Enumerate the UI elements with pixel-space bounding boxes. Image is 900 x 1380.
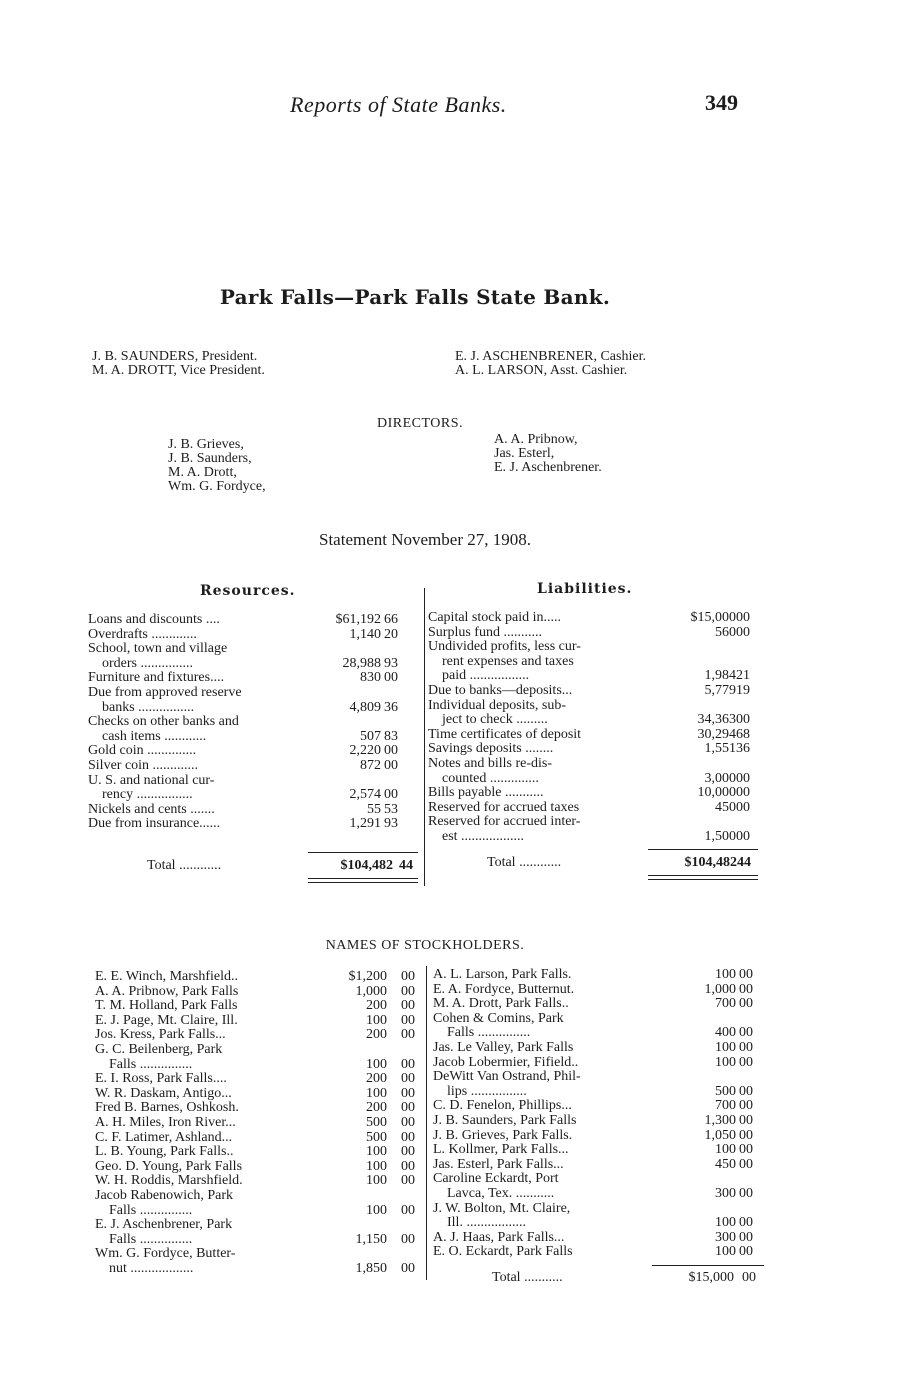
ledger-row — [428, 728, 758, 743]
row-cents: 00 — [739, 981, 753, 997]
row-cents: 00 — [401, 969, 415, 984]
row-dollars: 450 — [715, 799, 736, 815]
row-dollars: 100 — [366, 1173, 387, 1189]
row-cents: 00 — [739, 1098, 753, 1114]
total-label: Total ............ — [487, 855, 562, 870]
ledger-row — [433, 1231, 763, 1246]
ledger-row — [88, 730, 423, 745]
ledger-row — [433, 1129, 763, 1144]
ledger-row — [428, 830, 758, 845]
directors-right — [494, 433, 602, 475]
row-label: W. H. Roddis, Marshfield. — [95, 1173, 243, 1189]
ledger-row — [95, 1160, 425, 1175]
officer-line: J. B. SAUNDERS, President. — [92, 349, 258, 364]
row-cents: 00 — [739, 1039, 753, 1055]
row-dollars: 872 — [360, 757, 381, 773]
row-label: Jas. Esterl, Park Falls... — [433, 1156, 564, 1172]
ledger-row — [433, 1070, 763, 1085]
row-cents: 00 — [736, 624, 750, 640]
total-dollars: $104,482 — [340, 858, 393, 873]
ledger-row — [95, 1145, 425, 1160]
ledger-row — [88, 817, 423, 832]
row-label: Individual deposits, sub- — [428, 697, 567, 713]
double-rule — [648, 875, 758, 880]
ledger-row — [428, 772, 758, 787]
row-cents: 00 — [384, 743, 398, 759]
ledger-row — [433, 1158, 763, 1173]
total-dollars: $104,482 — [684, 855, 737, 870]
row-dollars: 34,363 — [697, 712, 736, 728]
ledger-row — [428, 669, 758, 684]
ledger-row — [433, 1056, 763, 1071]
director-name: Jas. Esterl, — [494, 446, 555, 461]
row-cents: 00 — [739, 1142, 753, 1158]
row-cents: 00 — [739, 1112, 753, 1128]
row-dollars: $15,000 — [690, 610, 736, 625]
row-label: Capital stock paid in..... — [428, 610, 561, 625]
row-cents: 00 — [736, 799, 750, 815]
ledger-row — [88, 701, 423, 716]
row-dollars: 28,988 — [342, 655, 381, 671]
row-label: E. J. Page, Mt. Claire, Ill. — [95, 1012, 238, 1028]
row-label: T. M. Holland, Park Falls — [95, 998, 238, 1014]
ledger-row — [95, 1233, 425, 1248]
row-label: M. A. Drott, Park Falls.. — [433, 996, 569, 1012]
row-dollars: 1,291 — [349, 816, 381, 832]
row-label: Jos. Kress, Park Falls... — [95, 1027, 226, 1043]
row-dollars: 100 — [366, 1202, 387, 1218]
row-label: Due to banks—deposits... — [428, 682, 573, 698]
officers-left — [92, 350, 265, 378]
ledger-row — [433, 1187, 763, 1202]
director-name: A. A. Pribnow, — [494, 432, 578, 447]
row-label: C. F. Latimer, Ashland... — [95, 1129, 233, 1145]
running-head: Reports of State Banks. — [290, 92, 507, 117]
row-dollars: 1,850 — [355, 1260, 387, 1276]
row-cents: 19 — [736, 682, 750, 698]
row-dollars: 1,551 — [704, 741, 736, 757]
row-dollars: 2,574 — [349, 787, 381, 803]
row-cents: 00 — [739, 1244, 753, 1260]
row-cents: 00 — [401, 1085, 415, 1101]
row-cents: 00 — [401, 1231, 415, 1247]
row-label: Falls ............... — [109, 1056, 193, 1072]
bank-title: Park Falls—Park Falls State Bank. — [219, 285, 611, 309]
ledger-row — [95, 985, 425, 1000]
ledger-row — [433, 1012, 763, 1027]
row-cents: 00 — [401, 1202, 415, 1218]
total-label: Total ........... — [492, 1270, 563, 1285]
row-dollars: 830 — [360, 670, 381, 686]
statement-heading: Statement November 27, 1908. — [319, 530, 531, 549]
officers-right — [455, 350, 646, 378]
row-dollars: 560 — [715, 624, 736, 640]
row-label: Jas. Le Valley, Park Falls — [433, 1039, 574, 1055]
row-cents: 53 — [384, 801, 398, 817]
row-cents: 00 — [739, 1185, 753, 1201]
row-dollars: 400 — [715, 1025, 736, 1041]
row-dollars: 2,220 — [349, 743, 381, 759]
row-label: School, town and village — [88, 641, 228, 657]
row-label: paid ................. — [442, 668, 530, 684]
column-divider — [426, 966, 427, 1280]
row-dollars: 100 — [715, 967, 736, 982]
ledger-row — [433, 983, 763, 998]
rule — [652, 1265, 764, 1266]
double-rule — [308, 878, 418, 883]
row-cents: 00 — [401, 1027, 415, 1043]
row-dollars: 700 — [715, 996, 736, 1012]
row-dollars: 300 — [715, 1185, 736, 1201]
ledger-row — [88, 774, 423, 789]
ledger-row — [88, 613, 423, 628]
ledger-row — [95, 1218, 425, 1233]
ledger-row — [95, 970, 425, 985]
row-cents: 00 — [401, 1114, 415, 1130]
row-label: Cohen & Comins, Park — [433, 1010, 564, 1026]
row-dollars: 500 — [366, 1129, 387, 1145]
ledger-row — [88, 628, 423, 643]
row-cents: 00 — [401, 1144, 415, 1160]
row-cents: 00 — [401, 1173, 415, 1189]
row-label: J. W. Bolton, Mt. Claire, — [433, 1200, 571, 1216]
row-dollars: 10,000 — [697, 785, 736, 801]
row-dollars: 100 — [366, 1158, 387, 1174]
row-cents: 00 — [736, 770, 750, 786]
ledger-row — [95, 1043, 425, 1058]
page-number: 349 — [705, 90, 738, 115]
row-label: Caroline Eckardt, Port — [433, 1171, 559, 1187]
row-dollars: 100 — [366, 1056, 387, 1072]
row-label: E. I. Ross, Park Falls.... — [95, 1071, 227, 1087]
row-cents: 00 — [401, 1260, 415, 1276]
ledger-row — [95, 999, 425, 1014]
resources-heading: Resources. — [200, 583, 296, 599]
ledger-row — [428, 757, 758, 772]
row-cents: 00 — [401, 1158, 415, 1174]
row-dollars: 300 — [715, 1229, 736, 1245]
ledger-row — [95, 1204, 425, 1219]
ledger-row — [433, 1202, 763, 1217]
ledger-row — [95, 1014, 425, 1029]
row-cents: 93 — [384, 816, 398, 832]
row-label: nut .................. — [109, 1260, 194, 1276]
rule — [308, 852, 418, 853]
row-cents: 00 — [401, 1056, 415, 1072]
row-label: orders ............... — [102, 655, 193, 671]
ledger-row — [88, 744, 423, 759]
ledger-row — [88, 788, 423, 803]
row-label: J. B. Saunders, Park Falls — [433, 1112, 577, 1128]
ledger-row — [428, 801, 758, 816]
officer-line: E. J. ASCHENBRENER, Cashier. — [455, 349, 646, 364]
row-label: Jacob Rabenowich, Park — [95, 1187, 234, 1203]
row-label: Time certificates of deposit — [428, 726, 582, 742]
row-label: Wm. G. Fordyce, Butter- — [95, 1246, 236, 1262]
row-dollars: 5,779 — [704, 682, 736, 698]
row-cents: 00 — [384, 757, 398, 773]
director-name: E. J. Aschenbrener. — [494, 460, 602, 475]
row-label: Ill. ................. — [447, 1215, 526, 1231]
row-dollars: 100 — [715, 1039, 736, 1055]
row-cents: 00 — [739, 996, 753, 1012]
row-dollars: 100 — [715, 1244, 736, 1260]
row-label: Furniture and fixtures.... — [88, 670, 225, 686]
row-label: Checks on other banks and — [88, 714, 239, 730]
ledger-row — [95, 1247, 425, 1262]
director-name: J. B. Grieves, — [168, 437, 244, 452]
row-label: E. E. Winch, Marshfield.. — [95, 969, 239, 984]
row-label: rent expenses and taxes — [442, 653, 574, 669]
row-dollars: 200 — [366, 1027, 387, 1043]
row-dollars: 1,300 — [704, 1112, 736, 1128]
row-label: G. C. Beilenberg, Park — [95, 1041, 223, 1057]
row-dollars: 30,294 — [697, 726, 736, 742]
row-dollars: 1,984 — [704, 668, 736, 684]
ledger-row — [428, 611, 758, 626]
ledger-row — [433, 1143, 763, 1158]
row-label: A. H. Miles, Iron River... — [95, 1114, 236, 1130]
ledger-row — [428, 684, 758, 699]
row-label: L. B. Young, Park Falls.. — [95, 1144, 234, 1160]
ledger-row — [95, 1028, 425, 1043]
ledger-row — [433, 1041, 763, 1056]
row-dollars: $61,192 — [335, 612, 381, 627]
row-cents: 36 — [736, 741, 750, 757]
ledger-row — [88, 642, 423, 657]
row-label: DeWitt Van Ostrand, Phil- — [433, 1069, 581, 1085]
total-label: Total ............ — [147, 858, 222, 873]
row-cents: 00 — [739, 1127, 753, 1143]
row-cents: 00 — [739, 1215, 753, 1231]
row-label: counted .............. — [442, 770, 539, 786]
row-cents: 00 — [401, 1012, 415, 1028]
ledger-row — [428, 713, 758, 728]
ledger-row — [95, 1174, 425, 1189]
ledger-row — [433, 968, 763, 983]
ledger-row — [433, 1114, 763, 1129]
row-cents: 00 — [401, 983, 415, 999]
stockholders-left — [95, 970, 425, 1276]
row-cents: 00 — [739, 1025, 753, 1041]
row-dollars: 200 — [366, 1071, 387, 1087]
ledger-row — [428, 815, 758, 830]
total-cents: 44 — [399, 858, 413, 873]
row-dollars: 500 — [366, 1114, 387, 1130]
officer-line: M. A. DROTT, Vice President. — [92, 363, 265, 378]
row-dollars: 100 — [366, 1085, 387, 1101]
stockholders-heading: NAMES OF STOCKHOLDERS. — [325, 938, 525, 953]
row-label: Falls ............... — [109, 1202, 193, 1218]
ledger-row — [428, 742, 758, 757]
row-label: Savings deposits ........ — [428, 741, 554, 757]
row-cents: 20 — [384, 626, 398, 642]
row-label: Undivided profits, less cur- — [428, 639, 581, 655]
ledger-row — [88, 715, 423, 730]
row-label: Due from insurance...... — [88, 816, 221, 832]
row-dollars: 100 — [366, 1012, 387, 1028]
ledger-row — [95, 1189, 425, 1204]
total-dollars: $15,000 — [688, 1270, 734, 1285]
row-label: U. S. and national cur- — [88, 772, 215, 788]
row-label: Overdrafts ............. — [88, 626, 197, 642]
row-label: L. Kollmer, Park Falls... — [433, 1142, 569, 1158]
officer-line: A. L. LARSON, Asst. Cashier. — [455, 363, 628, 378]
liabilities-ledger — [428, 611, 758, 845]
row-label: Falls ............... — [109, 1231, 193, 1247]
total-cents: 00 — [742, 1270, 756, 1285]
row-label: est .................. — [442, 828, 525, 844]
ledger-row — [428, 786, 758, 801]
row-dollars: 200 — [366, 998, 387, 1014]
ledger-row — [433, 1216, 763, 1231]
row-cents: 83 — [384, 728, 398, 744]
row-cents: 00 — [736, 712, 750, 728]
row-dollars: 100 — [715, 1215, 736, 1231]
director-name: Wm. G. Fordyce, — [168, 479, 266, 494]
row-cents: 00 — [739, 1156, 753, 1172]
ledger-row — [95, 1058, 425, 1073]
row-cents: 00 — [736, 785, 750, 801]
row-label: E. O. Eckardt, Park Falls — [433, 1244, 573, 1260]
directors-heading: DIRECTORS. — [376, 416, 464, 431]
row-dollars: 1,050 — [704, 1127, 736, 1143]
ledger-row — [433, 1099, 763, 1114]
row-dollars: 700 — [715, 1098, 736, 1114]
ledger-row — [433, 1245, 763, 1260]
row-label: Notes and bills re-dis- — [428, 755, 553, 771]
ledger-row — [428, 626, 758, 641]
ledger-row — [88, 759, 423, 774]
row-label: rency ................ — [102, 787, 193, 803]
ledger-row — [95, 1101, 425, 1116]
row-cents: 00 — [736, 828, 750, 844]
ledger-row — [88, 803, 423, 818]
row-label: Bills payable ........... — [428, 785, 544, 801]
row-dollars: 450 — [715, 1156, 736, 1172]
stockholders-right — [433, 968, 763, 1260]
row-label: A. A. Pribnow, Park Falls — [95, 983, 239, 999]
row-label: C. D. Fenelon, Phillips... — [433, 1098, 572, 1114]
total-cents: 44 — [737, 855, 751, 870]
row-label: cash items ............ — [102, 728, 207, 744]
row-label: ject to check ......... — [442, 712, 548, 728]
row-label: Jacob Lobermier, Fifield.. — [433, 1054, 579, 1070]
row-label: Due from approved reserve — [88, 684, 242, 700]
column-divider — [424, 588, 425, 886]
row-dollars: 1,150 — [355, 1231, 387, 1247]
ledger-row — [95, 1262, 425, 1277]
ledger-row — [433, 1172, 763, 1187]
row-label: Surplus fund ........... — [428, 624, 542, 640]
row-label: Gold coin .............. — [88, 743, 197, 759]
row-cents: 00 — [739, 1054, 753, 1070]
ledger-row — [88, 657, 423, 672]
row-cents: 00 — [736, 610, 750, 625]
row-dollars: 3,000 — [704, 770, 736, 786]
row-dollars: 507 — [360, 728, 381, 744]
ledger-row — [428, 640, 758, 655]
row-cents: 00 — [401, 998, 415, 1014]
row-label: W. R. Daskam, Antigo... — [95, 1085, 232, 1101]
row-cents: 68 — [736, 726, 750, 742]
row-label: Silver coin ............. — [88, 757, 199, 773]
liabilities-heading: Liabilities. — [537, 581, 633, 597]
row-label: E. J. Aschenbrener, Park — [95, 1217, 233, 1233]
directors-left — [168, 438, 266, 494]
ledger-row — [433, 997, 763, 1012]
row-cents: 93 — [384, 655, 398, 671]
row-label: J. B. Grieves, Park Falls. — [433, 1127, 573, 1143]
ledger-row — [88, 686, 423, 701]
row-cents: 00 — [384, 670, 398, 686]
row-cents: 21 — [736, 668, 750, 684]
row-label: Loans and discounts .... — [88, 612, 220, 627]
row-dollars: 500 — [715, 1083, 736, 1099]
director-name: J. B. Saunders, — [168, 451, 252, 466]
ledger-row — [95, 1116, 425, 1131]
row-label: Fred B. Barnes, Oshkosh. — [95, 1100, 239, 1116]
ledger-row — [95, 1072, 425, 1087]
resources-ledger — [88, 613, 423, 832]
row-label: A. L. Larson, Park Falls. — [433, 967, 572, 982]
row-dollars: $1,200 — [348, 969, 387, 984]
row-cents: 00 — [401, 1100, 415, 1116]
row-dollars: 4,809 — [349, 699, 381, 715]
row-dollars: 1,000 — [704, 981, 736, 997]
row-dollars: 1,500 — [704, 828, 736, 844]
row-cents: 00 — [401, 1129, 415, 1145]
row-label: banks ................ — [102, 699, 195, 715]
row-label: Nickels and cents ....... — [88, 801, 215, 817]
row-cents: 66 — [384, 612, 398, 627]
row-label: Falls ............... — [447, 1025, 531, 1041]
row-cents: 00 — [739, 1229, 753, 1245]
row-label: Lavca, Tex. ........... — [447, 1185, 555, 1201]
row-dollars: 55 — [367, 801, 381, 817]
row-label: E. A. Fordyce, Butternut. — [433, 981, 575, 997]
row-label: lips ................ — [447, 1083, 527, 1099]
row-cents: 00 — [401, 1071, 415, 1087]
rule — [648, 849, 758, 850]
row-dollars: 1,140 — [349, 626, 381, 642]
ledger-row — [433, 1026, 763, 1041]
row-label: A. J. Haas, Park Falls... — [433, 1229, 565, 1245]
ledger-row — [95, 1087, 425, 1102]
row-label: Reserved for accrued inter- — [428, 814, 581, 830]
row-dollars: 100 — [366, 1144, 387, 1160]
row-cents: 36 — [384, 699, 398, 715]
row-cents: 00 — [739, 1083, 753, 1099]
director-name: M. A. Drott, — [168, 465, 237, 480]
row-label: Geo. D. Young, Park Falls — [95, 1158, 243, 1174]
row-label: Reserved for accrued taxes — [428, 799, 580, 815]
row-cents: 00 — [739, 967, 753, 982]
row-dollars: 200 — [366, 1100, 387, 1116]
ledger-row — [428, 655, 758, 670]
ledger-row — [88, 671, 423, 686]
row-dollars: 100 — [715, 1142, 736, 1158]
ledger-row — [428, 699, 758, 714]
row-cents: 00 — [384, 787, 398, 803]
row-dollars: 100 — [715, 1054, 736, 1070]
row-dollars: 1,000 — [355, 983, 387, 999]
ledger-row — [95, 1131, 425, 1146]
ledger-row — [433, 1085, 763, 1100]
